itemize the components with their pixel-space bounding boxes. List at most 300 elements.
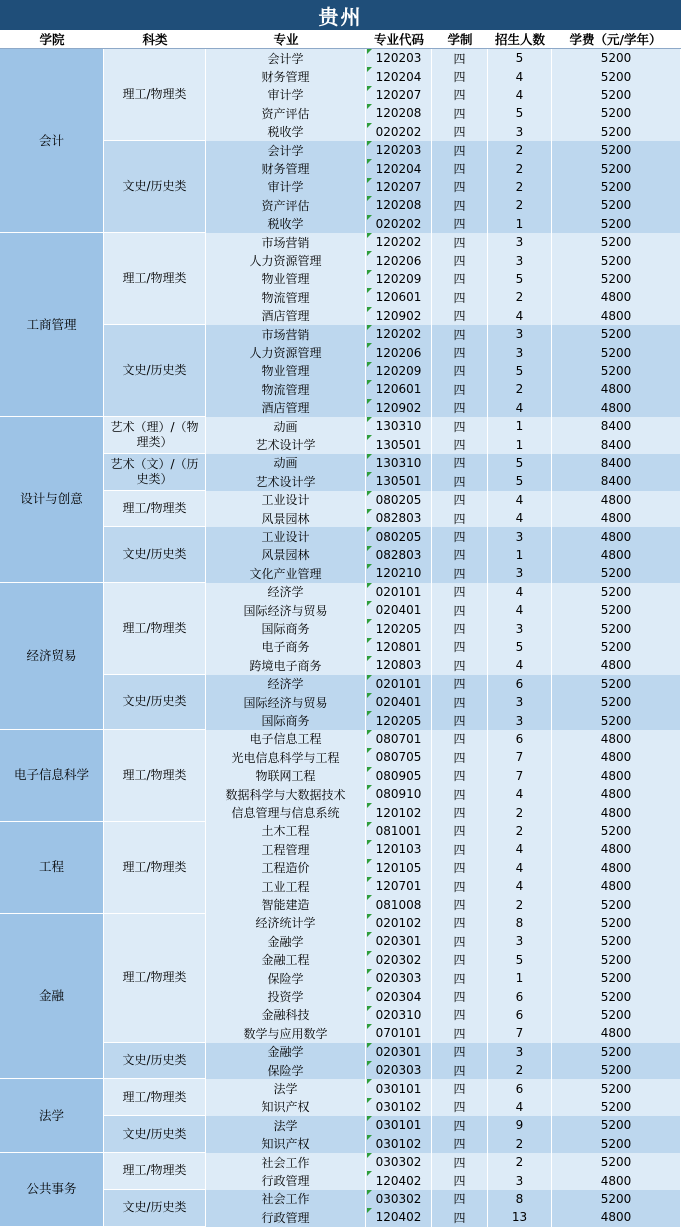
quota-cell: 1 [488, 435, 552, 453]
quota-cell: 4 [488, 601, 552, 619]
category-label: 艺术（文）/（历史类） [110, 456, 199, 486]
major-cell: 风景园林 [206, 546, 366, 564]
table-row [206, 417, 681, 435]
quota-cell: 1 [488, 969, 552, 987]
years-cell: 四 [432, 49, 488, 67]
years-cell: 四 [432, 619, 488, 637]
text-number-flag-icon [367, 583, 372, 588]
text-number-flag-icon [367, 362, 372, 367]
fee-cell: 5200 [552, 343, 681, 361]
code-cell: 120206 [366, 343, 432, 361]
table-row [206, 877, 681, 895]
table-row [206, 399, 681, 417]
quota-cell: 4 [488, 840, 552, 858]
quota-cell: 4 [488, 1098, 552, 1116]
fee-cell: 5200 [552, 251, 681, 269]
fee-cell: 4800 [552, 877, 681, 895]
text-number-flag-icon [367, 196, 372, 201]
table-row [206, 987, 681, 1005]
table-row [206, 251, 681, 269]
fee-cell: 4800 [552, 1024, 681, 1042]
major-cell: 税收学 [206, 123, 366, 141]
text-number-flag-icon [367, 86, 372, 91]
fee-cell: 5200 [552, 325, 681, 343]
years-cell: 四 [432, 215, 488, 233]
text-number-flag-icon [367, 141, 372, 146]
code-cell: 080905 [366, 767, 432, 785]
years-cell: 四 [432, 767, 488, 785]
quota-cell: 9 [488, 1116, 552, 1134]
table-row [206, 86, 681, 104]
college-cell: 电子信息科学 [0, 730, 104, 822]
fee-cell: 4800 [552, 1208, 681, 1226]
major-cell: 物联网工程 [206, 767, 366, 785]
quota-cell: 3 [488, 233, 552, 251]
quota-cell: 1 [488, 215, 552, 233]
text-number-flag-icon [367, 343, 372, 348]
fee-cell: 5200 [552, 1135, 681, 1153]
years-cell: 四 [432, 730, 488, 748]
table-row [206, 288, 681, 306]
category-cell: 文史/历史类 [104, 527, 206, 582]
major-cell: 电子信息工程 [206, 730, 366, 748]
fee-cell: 5200 [552, 1043, 681, 1061]
category-cell: 文史/历史类 [104, 1190, 206, 1227]
table-row [206, 675, 681, 693]
code-cell: 120210 [366, 564, 432, 582]
fee-cell: 8400 [552, 472, 681, 490]
table-row [206, 619, 681, 637]
table-row [206, 822, 681, 840]
table-row [206, 1116, 681, 1134]
major-cell: 酒店管理 [206, 307, 366, 325]
table-row [206, 914, 681, 932]
major-cell: 社会工作 [206, 1153, 366, 1171]
text-number-flag-icon [367, 638, 372, 643]
years-cell: 四 [432, 1153, 488, 1171]
fee-cell: 5200 [552, 1079, 681, 1097]
years-cell: 四 [432, 675, 488, 693]
code-cell: 120102 [366, 803, 432, 821]
years-cell: 四 [432, 472, 488, 490]
code-cell: 020202 [366, 215, 432, 233]
major-cell: 文化产业管理 [206, 564, 366, 582]
text-number-flag-icon [367, 1061, 372, 1066]
major-cell: 艺术设计学 [206, 435, 366, 453]
quota-cell: 4 [488, 491, 552, 509]
fee-cell: 5200 [552, 822, 681, 840]
code-cell: 120205 [366, 711, 432, 729]
category-cell: 文史/历史类 [104, 141, 206, 233]
years-cell: 四 [432, 785, 488, 803]
major-cell: 知识产权 [206, 1135, 366, 1153]
years-cell: 四 [432, 951, 488, 969]
fee-cell: 5200 [552, 141, 681, 159]
major-cell: 物流管理 [206, 380, 366, 398]
fee-cell: 5200 [552, 86, 681, 104]
text-number-flag-icon [367, 1024, 372, 1029]
major-cell: 光电信息科学与工程 [206, 748, 366, 766]
major-cell: 会计学 [206, 49, 366, 67]
fee-cell: 4800 [552, 785, 681, 803]
fee-cell: 5200 [552, 1153, 681, 1171]
years-cell: 四 [432, 399, 488, 417]
table-row [206, 141, 681, 159]
code-cell: 030102 [366, 1135, 432, 1153]
header-code: 专业代码 [373, 32, 424, 47]
fee-cell: 5200 [552, 159, 681, 177]
college-cell: 会计 [0, 49, 104, 233]
quota-cell: 6 [488, 1006, 552, 1024]
code-cell: 020102 [366, 914, 432, 932]
code-cell: 080205 [366, 527, 432, 545]
fee-cell: 4800 [552, 840, 681, 858]
quota-cell: 2 [488, 141, 552, 159]
table-row [206, 1190, 681, 1208]
fee-cell: 4800 [552, 767, 681, 785]
major-cell: 审计学 [206, 86, 366, 104]
college-cell: 法学 [0, 1079, 104, 1153]
code-cell: 120902 [366, 399, 432, 417]
fee-cell: 5200 [552, 564, 681, 582]
years-cell: 四 [432, 196, 488, 214]
quota-cell: 2 [488, 178, 552, 196]
fee-cell: 4800 [552, 527, 681, 545]
fee-cell: 4800 [552, 399, 681, 417]
category-cell: 文史/历史类 [104, 1116, 206, 1153]
quota-cell: 4 [488, 656, 552, 674]
college-cell: 金融 [0, 914, 104, 1080]
years-cell: 四 [432, 141, 488, 159]
years-cell: 四 [432, 1171, 488, 1189]
years-cell: 四 [432, 1024, 488, 1042]
college-cell: 设计与创意 [0, 417, 104, 583]
admission-table [0, 49, 681, 1227]
code-cell: 020101 [366, 675, 432, 693]
quota-cell: 4 [488, 583, 552, 601]
table-row [206, 730, 681, 748]
years-cell: 四 [432, 325, 488, 343]
quota-cell: 2 [488, 822, 552, 840]
code-cell: 080205 [366, 491, 432, 509]
quota-cell: 13 [488, 1208, 552, 1226]
text-number-flag-icon [367, 104, 372, 109]
text-number-flag-icon [367, 987, 372, 992]
table-row [206, 491, 681, 509]
quota-cell: 5 [488, 104, 552, 122]
text-number-flag-icon [367, 491, 372, 496]
major-cell: 法学 [206, 1116, 366, 1134]
header-college: 学院 [39, 32, 65, 47]
table-row [206, 233, 681, 251]
major-cell: 法学 [206, 1079, 366, 1097]
fee-cell: 5200 [552, 711, 681, 729]
fee-cell: 5200 [552, 895, 681, 913]
table-row [206, 951, 681, 969]
major-cell: 金融学 [206, 1043, 366, 1061]
fee-cell: 5200 [552, 49, 681, 67]
table-row [206, 969, 681, 987]
major-cell: 经济统计学 [206, 914, 366, 932]
code-cell: 020301 [366, 1043, 432, 1061]
major-cell: 信息管理与信息系统 [206, 803, 366, 821]
code-cell: 080701 [366, 730, 432, 748]
code-cell: 030302 [366, 1190, 432, 1208]
major-cell: 数学与应用数学 [206, 1024, 366, 1042]
header-fee: 学费（元/学年） [569, 32, 662, 47]
quota-cell: 5 [488, 49, 552, 67]
major-cell: 资产评估 [206, 104, 366, 122]
years-cell: 四 [432, 877, 488, 895]
quota-cell: 3 [488, 343, 552, 361]
table-row [206, 159, 681, 177]
code-cell: 120209 [366, 270, 432, 288]
major-cell: 投资学 [206, 987, 366, 1005]
table-row [206, 123, 681, 141]
major-cell: 财务管理 [206, 159, 366, 177]
major-cell: 金融工程 [206, 951, 366, 969]
text-number-flag-icon [367, 472, 372, 477]
text-number-flag-icon [367, 251, 372, 256]
text-number-flag-icon [367, 748, 372, 753]
category-cell: 理工/物理类 [104, 1079, 206, 1116]
category-cell: 理工/物理类 [104, 583, 206, 675]
table-row [206, 564, 681, 582]
quota-cell: 6 [488, 1079, 552, 1097]
table-row [206, 1043, 681, 1061]
text-number-flag-icon [367, 656, 372, 661]
years-cell: 四 [432, 895, 488, 913]
header-quota: 招生人数 [494, 32, 545, 47]
major-cell: 数据科学与大数据技术 [206, 785, 366, 803]
text-number-flag-icon [367, 1098, 372, 1103]
text-number-flag-icon [367, 840, 372, 845]
fee-cell: 4800 [552, 380, 681, 398]
table-row [206, 1135, 681, 1153]
text-number-flag-icon [367, 711, 372, 716]
fee-cell: 4800 [552, 656, 681, 674]
major-cell: 财务管理 [206, 67, 366, 85]
college-cell: 工商管理 [0, 233, 104, 417]
fee-cell: 5200 [552, 932, 681, 950]
text-number-flag-icon [367, 1153, 372, 1158]
text-number-flag-icon [367, 527, 372, 532]
table-row [206, 325, 681, 343]
code-cell: 120701 [366, 877, 432, 895]
table-row [206, 509, 681, 527]
quota-cell: 3 [488, 932, 552, 950]
quota-cell: 4 [488, 785, 552, 803]
text-number-flag-icon [367, 601, 372, 606]
table-row [206, 362, 681, 380]
text-number-flag-icon [367, 1116, 372, 1121]
text-number-flag-icon [367, 803, 372, 808]
text-number-flag-icon [367, 49, 372, 54]
code-cell: 030101 [366, 1116, 432, 1134]
quota-cell: 3 [488, 711, 552, 729]
code-cell: 020401 [366, 693, 432, 711]
text-number-flag-icon [367, 417, 372, 422]
years-cell: 四 [432, 1043, 488, 1061]
text-number-flag-icon [367, 123, 372, 128]
table-row [206, 1061, 681, 1079]
years-cell: 四 [432, 840, 488, 858]
major-cell: 工业工程 [206, 877, 366, 895]
code-cell: 081001 [366, 822, 432, 840]
years-cell: 四 [432, 491, 488, 509]
category-cell: 理工/物理类 [104, 1153, 206, 1190]
code-cell: 020310 [366, 1006, 432, 1024]
fee-cell: 5200 [552, 1006, 681, 1024]
quota-cell: 3 [488, 123, 552, 141]
years-cell: 四 [432, 1006, 488, 1024]
major-cell: 行政管理 [206, 1208, 366, 1226]
years-cell: 四 [432, 564, 488, 582]
major-cell: 艺术设计学 [206, 472, 366, 490]
quota-cell: 2 [488, 1153, 552, 1171]
quota-cell: 5 [488, 951, 552, 969]
text-number-flag-icon [367, 693, 372, 698]
quota-cell: 4 [488, 877, 552, 895]
quota-cell: 5 [488, 638, 552, 656]
fee-cell: 5200 [552, 1116, 681, 1134]
text-number-flag-icon [367, 619, 372, 624]
quota-cell: 6 [488, 730, 552, 748]
fee-cell: 5200 [552, 675, 681, 693]
quota-cell: 5 [488, 454, 552, 472]
years-cell: 四 [432, 583, 488, 601]
table-row [206, 859, 681, 877]
major-cell: 税收学 [206, 215, 366, 233]
table-row [206, 546, 681, 564]
major-cell: 物流管理 [206, 288, 366, 306]
text-number-flag-icon [367, 380, 372, 385]
quota-cell: 4 [488, 307, 552, 325]
code-cell: 120207 [366, 86, 432, 104]
code-cell: 120402 [366, 1208, 432, 1226]
category-cell [104, 454, 206, 491]
table-row [206, 67, 681, 85]
code-cell: 082803 [366, 546, 432, 564]
table-row [206, 104, 681, 122]
quota-cell: 2 [488, 159, 552, 177]
major-cell: 会计学 [206, 141, 366, 159]
years-cell: 四 [432, 159, 488, 177]
major-cell: 市场营销 [206, 325, 366, 343]
code-cell: 081008 [366, 895, 432, 913]
years-cell: 四 [432, 454, 488, 472]
fee-cell: 8400 [552, 435, 681, 453]
table-row [206, 270, 681, 288]
years-cell: 四 [432, 1061, 488, 1079]
table-row [206, 583, 681, 601]
major-cell: 国际经济与贸易 [206, 601, 366, 619]
code-cell: 020303 [366, 969, 432, 987]
major-cell: 电子商务 [206, 638, 366, 656]
quota-cell: 8 [488, 914, 552, 932]
code-cell: 020303 [366, 1061, 432, 1079]
years-cell: 四 [432, 307, 488, 325]
years-cell: 四 [432, 288, 488, 306]
code-cell: 120207 [366, 178, 432, 196]
years-cell: 四 [432, 803, 488, 821]
fee-cell: 5200 [552, 619, 681, 637]
years-cell: 四 [432, 380, 488, 398]
years-cell: 四 [432, 656, 488, 674]
table-row [206, 693, 681, 711]
major-cell: 工程管理 [206, 840, 366, 858]
text-number-flag-icon [367, 1208, 372, 1213]
quota-cell: 3 [488, 1171, 552, 1189]
text-number-flag-icon [367, 564, 372, 569]
years-cell: 四 [432, 1098, 488, 1116]
quota-cell: 1 [488, 417, 552, 435]
major-cell: 物业管理 [206, 362, 366, 380]
quota-cell: 7 [488, 748, 552, 766]
table-row [206, 1024, 681, 1042]
table-row [206, 932, 681, 950]
code-cell: 120205 [366, 619, 432, 637]
quota-cell: 4 [488, 86, 552, 104]
text-number-flag-icon [367, 454, 372, 459]
code-cell: 020302 [366, 951, 432, 969]
quota-cell: 4 [488, 509, 552, 527]
text-number-flag-icon [367, 1043, 372, 1048]
text-number-flag-icon [367, 1190, 372, 1195]
code-cell: 070101 [366, 1024, 432, 1042]
code-cell: 080705 [366, 748, 432, 766]
fee-cell: 5200 [552, 987, 681, 1005]
code-cell: 130310 [366, 454, 432, 472]
code-cell: 120105 [366, 859, 432, 877]
years-cell: 四 [432, 859, 488, 877]
fee-cell: 5200 [552, 233, 681, 251]
table-row [206, 1006, 681, 1024]
quota-cell: 4 [488, 399, 552, 417]
major-cell: 知识产权 [206, 1098, 366, 1116]
years-cell: 四 [432, 362, 488, 380]
code-cell: 020401 [366, 601, 432, 619]
code-cell: 120203 [366, 49, 432, 67]
major-cell: 人力资源管理 [206, 343, 366, 361]
category-label: 艺术（理）/（物理类） [110, 419, 199, 449]
code-cell: 120103 [366, 840, 432, 858]
table-row [206, 1098, 681, 1116]
major-cell: 保险学 [206, 1061, 366, 1079]
college-cell: 经济贸易 [0, 583, 104, 730]
fee-cell: 5200 [552, 196, 681, 214]
table-row [206, 767, 681, 785]
text-number-flag-icon [367, 399, 372, 404]
quota-cell: 7 [488, 767, 552, 785]
fee-cell: 5200 [552, 215, 681, 233]
years-cell: 四 [432, 932, 488, 950]
fee-cell: 5200 [552, 638, 681, 656]
code-cell: 120203 [366, 141, 432, 159]
code-cell: 082803 [366, 509, 432, 527]
years-cell: 四 [432, 546, 488, 564]
fee-cell: 4800 [552, 307, 681, 325]
code-cell: 020202 [366, 123, 432, 141]
fee-cell: 8400 [552, 417, 681, 435]
header-years: 学制 [447, 32, 473, 47]
fee-cell: 5200 [552, 583, 681, 601]
major-cell: 金融学 [206, 932, 366, 950]
text-number-flag-icon [367, 1135, 372, 1140]
category-cell: 理工/物理类 [104, 233, 206, 325]
quota-cell: 6 [488, 987, 552, 1005]
table-row [206, 1079, 681, 1097]
